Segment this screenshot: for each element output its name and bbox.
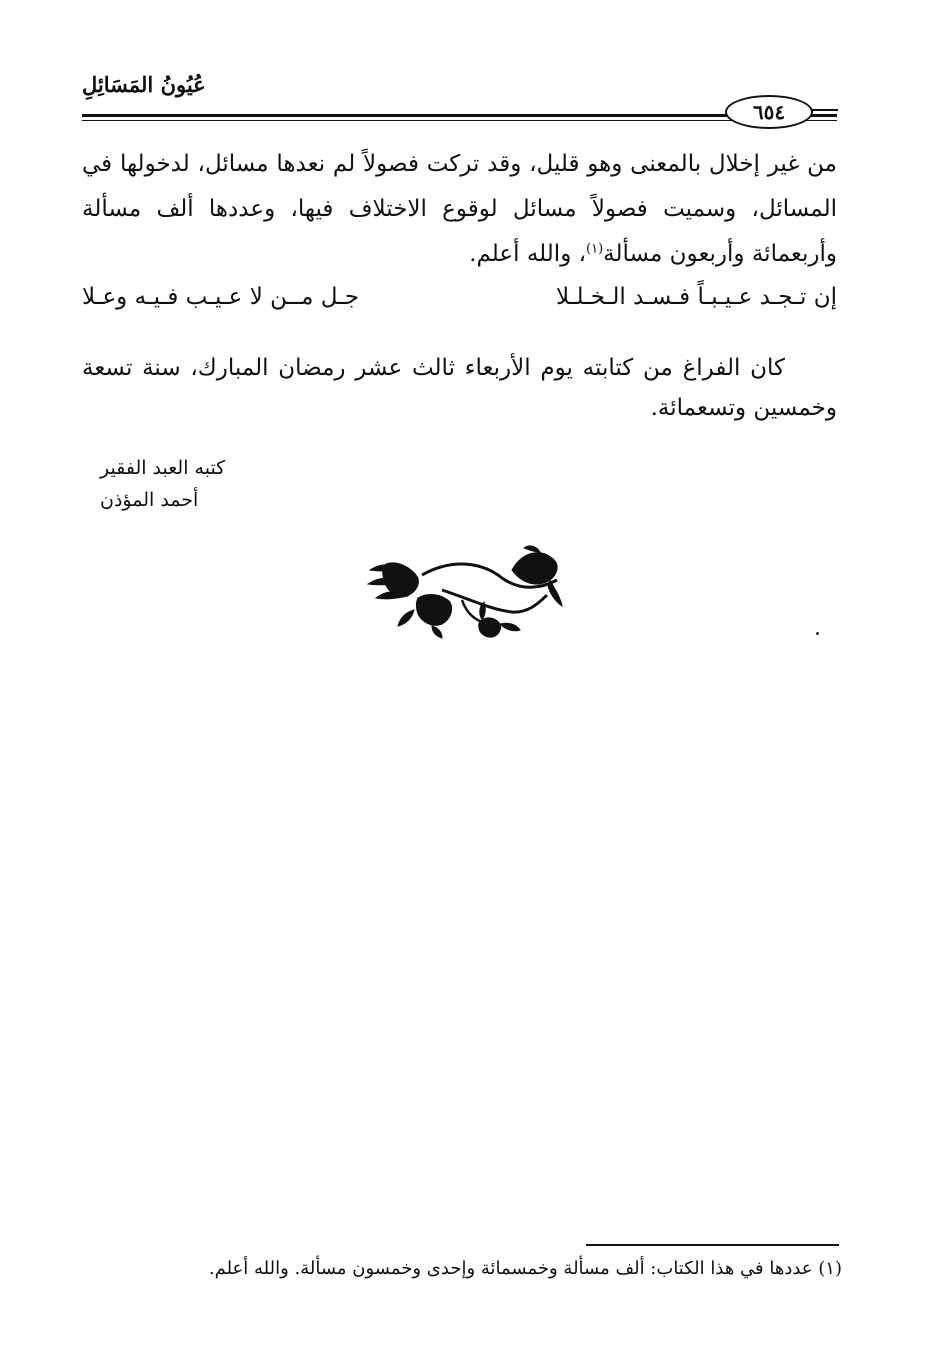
colophon-text: كان الفراغ من كتابته يوم الأربعاء ثالث عشر رمضان المبارك، سنة تسعة وخمسين وتسعمائة. <box>82 355 837 421</box>
floral-ornament-icon <box>362 540 572 640</box>
main-paragraph-text: من غير إخلال بالمعنى وهو قليل، وقد تركت فصولاً لم نعدها مسائل، لدخولها في المسائل، وسميت فصولاً مسائل لوقوع الاختلاف فيها، وعددها ألف مسألة وأربعمائة وأربعون مسألة <box>82 151 837 267</box>
footnote-separator <box>586 1244 839 1246</box>
footnote-reference: (١) <box>586 241 604 257</box>
scribe-signature <box>100 452 300 516</box>
signature-line-1: كتبه العبد الفقير <box>100 457 226 479</box>
signature-line-2: أحمد المؤذن <box>100 489 199 511</box>
main-paragraph-ending: ، والله أعلم. <box>469 241 587 267</box>
poetry-verse <box>82 284 837 328</box>
colophon-paragraph <box>82 348 837 428</box>
verse-second-hemistich: جـل مــن لا عـيـب فـيـه وعـلا <box>82 284 360 310</box>
main-paragraph <box>82 142 837 277</box>
footnote: (١) عددها في هذا الكتاب: ألف مسألة وخمسمائة وإحدى وخمسون مسألة. والله أعلم. <box>208 1258 842 1279</box>
verse-first-hemistich: إن تـجـد عـيـبـاً فـسـد الـخـلـلا <box>555 284 837 310</box>
running-header-title: عُيُونُ المَسَائِلِ <box>82 72 206 97</box>
page-number: ٦٥٤ <box>752 100 786 124</box>
header-rule-thick <box>82 114 837 117</box>
page-number-badge <box>725 95 813 129</box>
header-rule-thin <box>82 120 837 121</box>
scan-speck <box>816 632 819 635</box>
